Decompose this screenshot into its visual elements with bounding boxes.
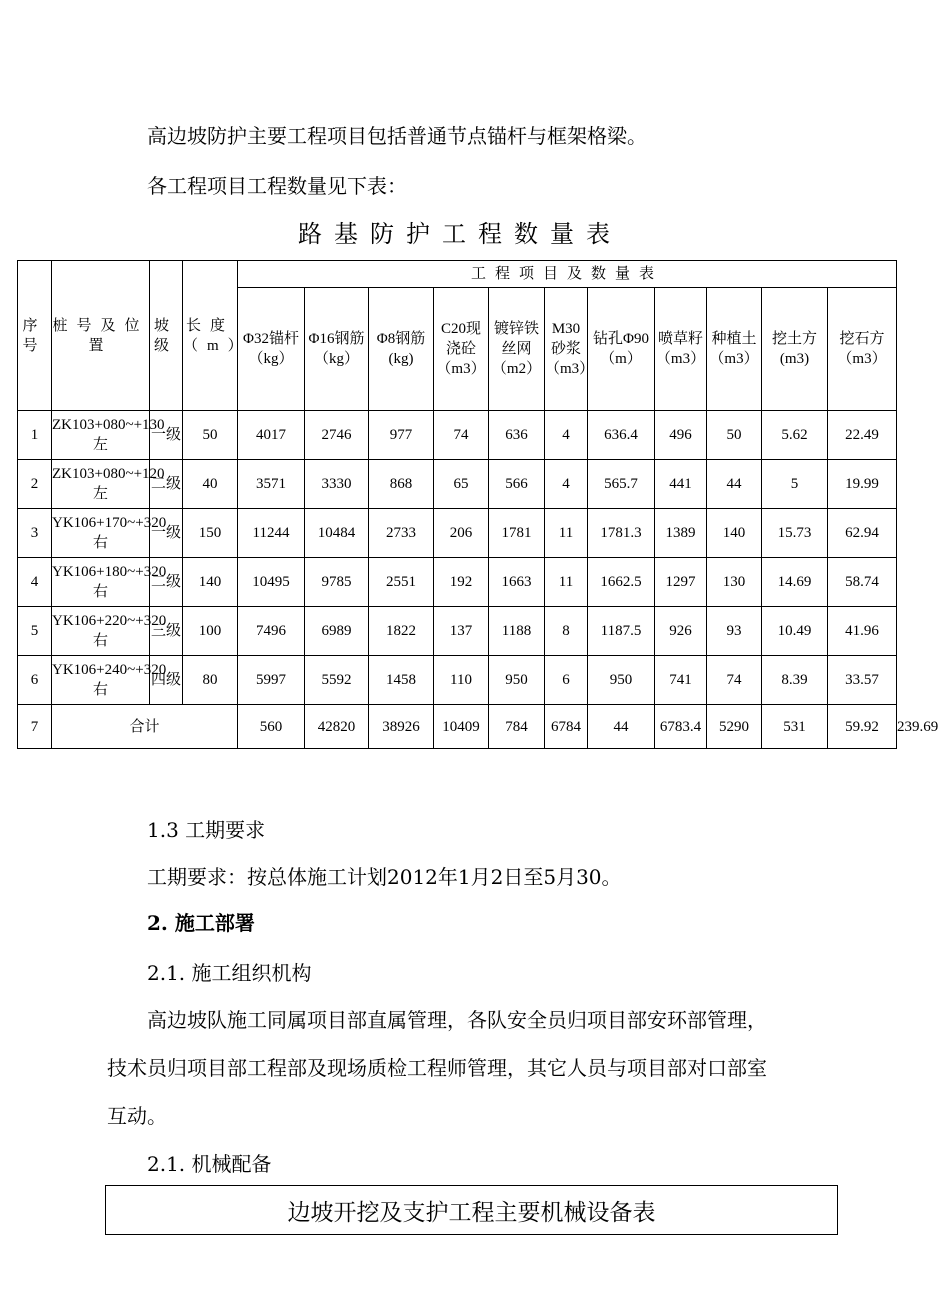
section-2-1-line-1: 高边坡队施工同属项目部直属管理，各队安全员归项目部安环部管理， [147, 1008, 767, 1032]
col-header-anchor32: Φ32锚杆（kg） [238, 288, 305, 411]
cell-drill: 1662.5 [588, 558, 655, 607]
cell-dig-soil: 5.62 [762, 411, 828, 460]
col-header-station: 桩号及位置 [52, 261, 150, 411]
cell-drill: 1187.5 [588, 607, 655, 656]
table-row [18, 509, 897, 558]
cell-wire: 1781 [489, 509, 545, 558]
section-2-heading: 2. 施工部署 [147, 911, 255, 935]
cell-dig-rock: 19.99 [828, 460, 897, 509]
cell-length: 150 [183, 509, 238, 558]
cell-drill: 565.7 [588, 460, 655, 509]
cell-drill: 1781.3 [588, 509, 655, 558]
cell-grade: 四级 [150, 656, 183, 705]
cell-wire: 636 [489, 411, 545, 460]
cell-grade: 一级 [150, 509, 183, 558]
total-steel16: 38926 [369, 705, 434, 749]
table-row [18, 460, 897, 509]
total-soil-plant: 531 [762, 705, 828, 749]
cell-dig-soil: 5 [762, 460, 828, 509]
cell-soil-plant: 74 [707, 656, 762, 705]
cell-dig-rock: 41.96 [828, 607, 897, 656]
cell-wire: 566 [489, 460, 545, 509]
cell-station: ZK103+080~+130左 [52, 411, 150, 460]
cell-soil-plant: 93 [707, 607, 762, 656]
cell-seq: 1 [18, 411, 52, 460]
total-seq: 7 [18, 705, 52, 749]
cell-dig-rock: 62.94 [828, 509, 897, 558]
cell-m30: 4 [545, 460, 588, 509]
cell-c20: 110 [434, 656, 489, 705]
table-total-row: 7 合计 560 42820 38926 10409 784 6784 44 6783.4 5290 531 59.92 239.69 [18, 705, 897, 749]
col-header-m30: M30砂浆（m3） [545, 288, 588, 411]
cell-dig-rock: 58.74 [828, 558, 897, 607]
col-header-wire: 镀锌铁丝网（m2） [489, 288, 545, 411]
cell-dig-soil: 10.49 [762, 607, 828, 656]
col-header-drill: 钻孔Φ90（m） [588, 288, 655, 411]
col-header-dig-soil: 挖土方(m3) [762, 288, 828, 411]
cell-dig-rock: 33.57 [828, 656, 897, 705]
cell-m30: 11 [545, 509, 588, 558]
cell-m30: 8 [545, 607, 588, 656]
cell-seq: 3 [18, 509, 52, 558]
cell-wire: 1663 [489, 558, 545, 607]
cell-station: YK106+180~+320右 [52, 558, 150, 607]
cell-grade: 二级 [150, 558, 183, 607]
cell-steel8: 1822 [369, 607, 434, 656]
cell-anchor32: 3571 [238, 460, 305, 509]
total-anchor32: 42820 [305, 705, 369, 749]
cell-seed: 1389 [655, 509, 707, 558]
equipment-table-title: 边坡开挖及支护工程主要机械设备表 [105, 1185, 838, 1235]
cell-seq: 2 [18, 460, 52, 509]
total-wire: 6784 [545, 705, 588, 749]
cell-seed: 1297 [655, 558, 707, 607]
col-header-c20: C20现浇砼（m3） [434, 288, 489, 411]
total-steel8: 10409 [434, 705, 489, 749]
cell-steel8: 977 [369, 411, 434, 460]
cell-seed: 926 [655, 607, 707, 656]
cell-station: YK106+240~+320右 [52, 656, 150, 705]
cell-steel8: 2551 [369, 558, 434, 607]
cell-station: YK106+170~+320右 [52, 509, 150, 558]
total-drill: 6783.4 [655, 705, 707, 749]
col-header-soil-plant: 种植土（m3） [707, 288, 762, 411]
cell-steel16: 6989 [305, 607, 369, 656]
col-header-steel16: Φ16钢筋（kg） [305, 288, 369, 411]
section-2-1-line-3: 互动。 [107, 1104, 167, 1128]
cell-drill: 636.4 [588, 411, 655, 460]
table-row [18, 558, 897, 607]
cell-steel8: 1458 [369, 656, 434, 705]
cell-length: 80 [183, 656, 238, 705]
cell-anchor32: 4017 [238, 411, 305, 460]
cell-soil-plant: 140 [707, 509, 762, 558]
cell-anchor32: 11244 [238, 509, 305, 558]
cell-soil-plant: 44 [707, 460, 762, 509]
cell-steel16: 9785 [305, 558, 369, 607]
cell-steel16: 5592 [305, 656, 369, 705]
section-1-3-text: 工期要求：按总体施工计划2012年1月2日至5月30。 [147, 865, 622, 889]
cell-wire: 1188 [489, 607, 545, 656]
col-header-dig-rock: 挖石方（m3） [828, 288, 897, 411]
cell-anchor32: 10495 [238, 558, 305, 607]
cell-steel8: 2733 [369, 509, 434, 558]
cell-seed: 741 [655, 656, 707, 705]
cell-c20: 65 [434, 460, 489, 509]
table-row [18, 607, 897, 656]
cell-c20: 137 [434, 607, 489, 656]
cell-m30: 11 [545, 558, 588, 607]
table-title: 路基防护工程数量表 [298, 220, 622, 248]
cell-grade: 三级 [150, 607, 183, 656]
total-dig-soil: 59.92 [828, 705, 897, 749]
table-body [18, 411, 897, 705]
cell-grade: 一级 [150, 411, 183, 460]
cell-seed: 441 [655, 460, 707, 509]
cell-seq: 5 [18, 607, 52, 656]
cell-length: 40 [183, 460, 238, 509]
cell-length: 50 [183, 411, 238, 460]
cell-drill: 950 [588, 656, 655, 705]
cell-dig-soil: 15.73 [762, 509, 828, 558]
cell-soil-plant: 50 [707, 411, 762, 460]
cell-seq: 6 [18, 656, 52, 705]
section-2-1-line-2: 技术员归项目部工程部及现场质检工程师管理，其它人员与项目部对口部室 [107, 1056, 767, 1080]
total-label: 合计 [52, 705, 238, 749]
cell-anchor32: 7496 [238, 607, 305, 656]
cell-station: YK106+220~+320右 [52, 607, 150, 656]
table-header-group-row [18, 261, 897, 288]
cell-dig-soil: 14.69 [762, 558, 828, 607]
cell-wire: 950 [489, 656, 545, 705]
cell-m30: 4 [545, 411, 588, 460]
total-length: 560 [238, 705, 305, 749]
col-header-steel8: Φ8钢筋(kg) [369, 288, 434, 411]
cell-m30: 6 [545, 656, 588, 705]
cell-length: 100 [183, 607, 238, 656]
quantity-table [17, 260, 938, 749]
col-header-length: 长度（m） [183, 261, 238, 411]
intro-line-2: 各工程项目工程数量见下表： [147, 174, 407, 198]
col-header-seed: 喷草籽（m3） [655, 288, 707, 411]
cell-anchor32: 5997 [238, 656, 305, 705]
cell-soil-plant: 130 [707, 558, 762, 607]
cell-station: ZK103+080~+120左 [52, 460, 150, 509]
col-header-seq: 序号 [18, 261, 52, 411]
section-1-3-heading: 1.3 工期要求 [147, 818, 266, 842]
table-row [18, 656, 897, 705]
intro-line-1: 高边坡防护主要工程项目包括普通节点锚杆与框架格梁。 [147, 124, 647, 148]
cell-c20: 192 [434, 558, 489, 607]
cell-dig-rock: 22.49 [828, 411, 897, 460]
section-2-1-heading: 2.1. 施工组织机构 [147, 961, 312, 985]
cell-c20: 206 [434, 509, 489, 558]
cell-c20: 74 [434, 411, 489, 460]
cell-grade: 二级 [150, 460, 183, 509]
total-seed: 5290 [707, 705, 762, 749]
cell-steel8: 868 [369, 460, 434, 509]
total-c20: 784 [489, 705, 545, 749]
group-header: 工程项目及数量表 [238, 261, 897, 288]
cell-dig-soil: 8.39 [762, 656, 828, 705]
cell-steel16: 3330 [305, 460, 369, 509]
col-header-grade: 坡级 [150, 261, 183, 411]
total-m30: 44 [588, 705, 655, 749]
cell-seed: 496 [655, 411, 707, 460]
cell-steel16: 2746 [305, 411, 369, 460]
cell-seq: 4 [18, 558, 52, 607]
cell-length: 140 [183, 558, 238, 607]
section-2-1b-heading: 2.1. 机械配备 [147, 1152, 272, 1176]
cell-steel16: 10484 [305, 509, 369, 558]
table-row [18, 411, 897, 460]
